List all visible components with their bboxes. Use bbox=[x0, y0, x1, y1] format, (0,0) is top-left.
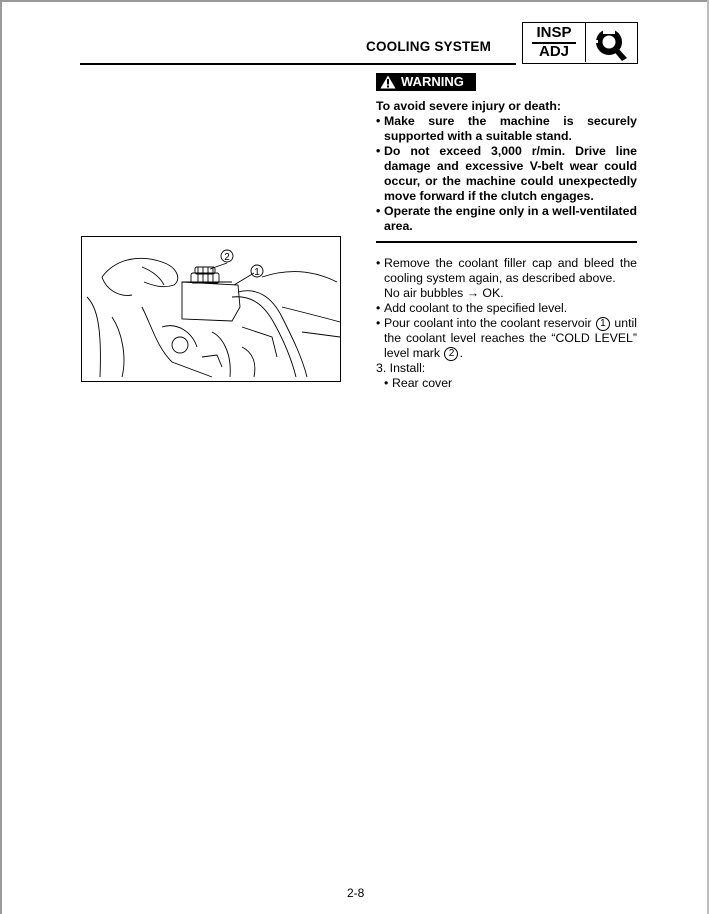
page-number: 2-8 bbox=[347, 886, 365, 900]
coolant-reservoir-illustration bbox=[81, 236, 341, 382]
section-title: COOLING SYSTEM bbox=[366, 39, 492, 54]
warning-text bbox=[376, 99, 637, 234]
badge-adj-label: ADJ bbox=[538, 43, 569, 60]
step-install: 3. Install: bbox=[376, 361, 426, 375]
callout-1: 1 bbox=[254, 267, 260, 278]
warning-label: WARNING bbox=[401, 74, 464, 89]
badge-text-block bbox=[523, 23, 586, 62]
install-item: • Rear cover bbox=[384, 376, 453, 390]
warning-bullet: • Operate the engine only in a well-ventilated area. bbox=[376, 204, 637, 233]
warning-bullet: • Do not exceed 3,000 r/min. Drive line damage and excessive V-belt wear could occur, or the machine could unexpectedly move forward if the clutch engages. bbox=[376, 144, 637, 203]
warning-triangle-icon bbox=[380, 75, 396, 89]
callout-2: 2 bbox=[224, 252, 230, 263]
wrench-icon bbox=[589, 24, 633, 62]
page-border-top bbox=[0, 0, 709, 2]
step-no-air: No air bubbles → OK. bbox=[384, 286, 504, 300]
warning-banner bbox=[376, 73, 476, 91]
warning-intro: To avoid severe injury or death: bbox=[376, 99, 561, 113]
insp-adj-badge bbox=[522, 22, 638, 64]
warning-end-rule bbox=[376, 241, 637, 243]
header-rule bbox=[80, 63, 516, 65]
reservoir-drawing bbox=[82, 237, 340, 381]
step-pour-coolant: • Pour coolant into the coolant reservoir 1 until the coolant level reaches the “COLD LEVEL” level mark 2 . bbox=[376, 316, 637, 360]
page-border-left bbox=[0, 0, 2, 914]
warning-bullet: • Make sure the machine is securely supported with a suitable stand. bbox=[376, 114, 637, 143]
callout-ref-1: 1 bbox=[596, 317, 610, 331]
procedure-steps bbox=[376, 256, 637, 391]
step-add-coolant: • Add coolant to the specified level. bbox=[376, 301, 568, 315]
step-remove-cap: • Remove the coolant filler cap and bleed the cooling system again, as described above. bbox=[376, 256, 637, 285]
callout-ref-2: 2 bbox=[444, 347, 458, 361]
badge-insp-label: INSP bbox=[536, 24, 572, 41]
